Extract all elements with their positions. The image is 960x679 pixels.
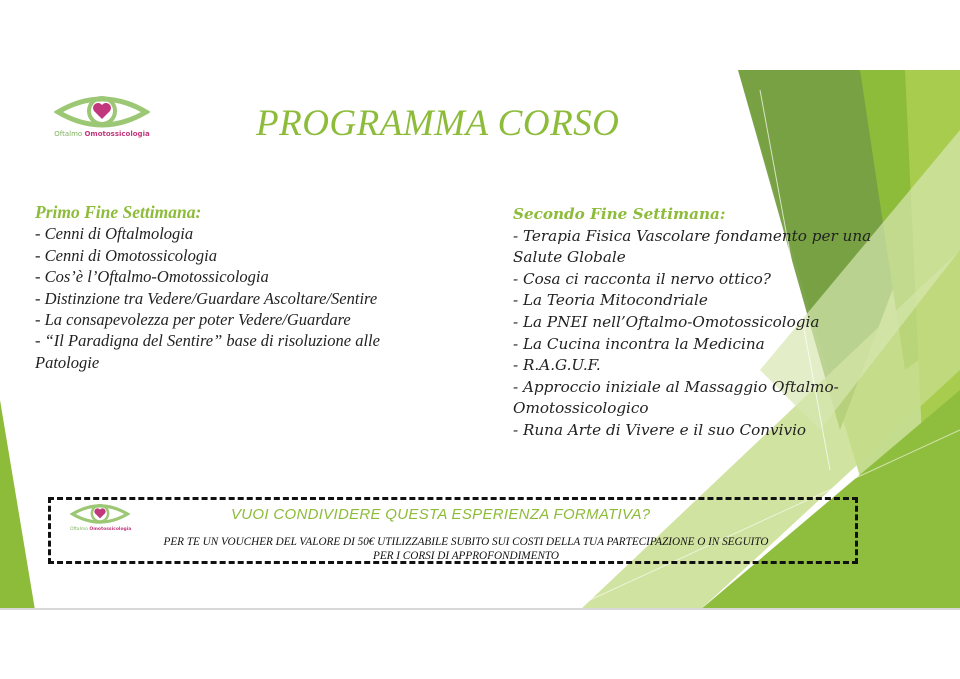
bottom-divider [0, 608, 960, 610]
program-item: Omotossicologico [513, 399, 649, 418]
promo-line: PER TE UN VOUCHER DEL VALORE DI 50€ UTILIZZABILE SUBITO SUI COSTI DELLA TUA PARTECIPAZIONE O IN SEGUITO [163, 536, 769, 548]
program-item: - Approccio iniziale al Massaggio Oftalmo- [513, 377, 839, 396]
promo-heading: VUOI CONDIVIDERE QUESTA ESPERIENZA FORMATIVA? [231, 506, 651, 523]
program-item: - Distinzione tra Vedere/Guardare Ascoltare/Sentire [35, 288, 378, 308]
program-item: - Cos’è l’Oftalmo-Omotossicologia [35, 267, 269, 287]
program-item: Salute Globale [513, 248, 626, 267]
second-weekend-program [513, 204, 913, 442]
promo-text [71, 535, 861, 563]
voucher-promo-box [48, 497, 858, 564]
slide [0, 70, 960, 610]
program-item: - R.A.G.U.F. [513, 356, 601, 375]
program-item: - Cenni di Oftalmologia [35, 224, 194, 244]
brand-logo-small [70, 501, 130, 535]
program-item: - La consapevolezza per poter Vedere/Guardare [35, 310, 351, 330]
brand-logo [54, 92, 150, 142]
program-item: Patologie [35, 352, 100, 372]
promo-line: PER I CORSI DI APPROFONDIMENTO [372, 550, 560, 562]
program-item: - “Il Paradigna del Sentire” base di risoluzione alle [35, 331, 380, 351]
eye-heart-logo-icon [70, 501, 130, 527]
program-item: - Runa Arte di Vivere e il suo Convivio [513, 420, 807, 439]
eye-heart-logo-icon [54, 92, 150, 132]
program-item: - La Teoria Mitocondriale [513, 291, 708, 310]
program-item: - La PNEI nell’Oftalmo-Omotossicologia [513, 312, 820, 331]
first-weekend-program [35, 202, 485, 373]
second-weekend-heading: Secondo Fine Settimana: [513, 205, 726, 223]
logo-text: Oftalmo Omotossicologia [70, 527, 132, 532]
logo-text: Oftalmo Omotossicologia [54, 130, 150, 138]
program-item: - Terapia Fisica Vascolare fondamento per una [513, 226, 872, 245]
first-weekend-heading: Primo Fine Settimana: [35, 202, 202, 222]
program-item: - La Cucina incontra la Medicina [513, 334, 765, 353]
program-item: - Cosa ci racconta il nervo ottico? [513, 269, 771, 288]
program-item: - Cenni di Omotossicologia [35, 245, 217, 265]
page-title: PROGRAMMA CORSO [256, 103, 620, 144]
